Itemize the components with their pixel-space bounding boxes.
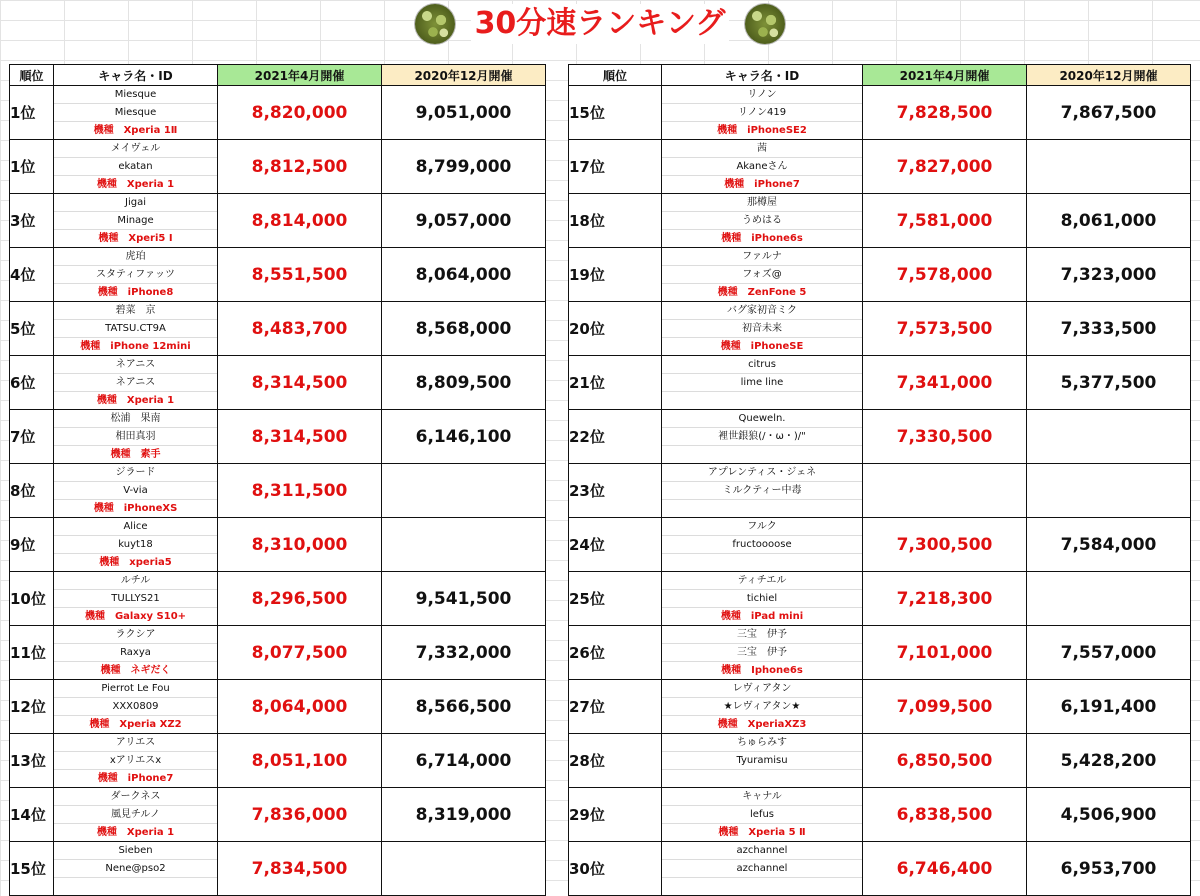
character-name: 那樽屋 [662, 194, 862, 212]
rank-cell: 12位 [10, 680, 54, 734]
device-label: 機種 ネギだく [100, 665, 171, 676]
name-cell [662, 626, 863, 680]
score-2021: 7,578,000 [863, 248, 1027, 302]
score-2020: 8,064,000 [382, 248, 546, 302]
player-id: Akaneさん [662, 158, 862, 176]
score-2020: 6,953,700 [1027, 842, 1191, 896]
score-2020: 9,051,000 [382, 86, 546, 140]
device-label: 機種 Xperia 1Ⅱ [93, 125, 178, 136]
score-2021: 8,064,000 [218, 680, 382, 734]
character-name: ルチル [54, 572, 217, 590]
name-cell [662, 410, 863, 464]
device-label: 機種 iPad mini [720, 611, 804, 622]
score-2021: 8,483,700 [218, 302, 382, 356]
character-name: アリエス [54, 734, 217, 752]
name-cell [662, 140, 863, 194]
player-id: 相田真羽 [54, 428, 217, 446]
score-2021: 8,311,500 [218, 464, 382, 518]
ranking-row [10, 788, 546, 842]
name-cell [54, 410, 218, 464]
name-cell [54, 302, 218, 356]
header-2021: 2021年4月開催 [863, 65, 1027, 86]
score-2021: 8,314,500 [218, 356, 382, 410]
player-id: うめはる [662, 212, 862, 230]
score-2020 [382, 464, 546, 518]
character-name: アプレンティス・ジェネ [662, 464, 862, 482]
name-cell [662, 464, 863, 518]
rank-cell: 6位 [10, 356, 54, 410]
player-id: スタティファッツ [54, 266, 217, 284]
score-2020: 7,332,000 [382, 626, 546, 680]
header-name: キャラ名・ID [662, 65, 863, 86]
name-cell [54, 734, 218, 788]
score-2021: 8,296,500 [218, 572, 382, 626]
page-title: 30分速ランキング [471, 4, 730, 44]
character-name: Sieben [54, 842, 217, 860]
rank-cell: 15位 [10, 842, 54, 896]
ranking-row [10, 518, 546, 572]
score-2021: 8,051,100 [218, 734, 382, 788]
character-name: 茜 [662, 140, 862, 158]
score-2020: 6,191,400 [1027, 680, 1191, 734]
score-2021: 8,310,000 [218, 518, 382, 572]
device-label [662, 554, 862, 571]
score-2020 [1027, 410, 1191, 464]
name-cell [662, 86, 863, 140]
score-2021: 7,101,000 [863, 626, 1027, 680]
rank-cell: 1位 [10, 140, 54, 194]
player-id: リノン419 [662, 104, 862, 122]
character-name: キャナル [662, 788, 862, 806]
character-name: ジラード [54, 464, 217, 482]
name-cell [54, 680, 218, 734]
player-id: フォズ@ [662, 266, 862, 284]
ranking-row [10, 410, 546, 464]
score-2020: 8,566,500 [382, 680, 546, 734]
player-id: TATSU.CT9A [54, 320, 217, 338]
ranking-row [10, 302, 546, 356]
ranking-row [569, 248, 1191, 302]
player-id: fructoooose [662, 536, 862, 554]
score-2021: 7,834,500 [218, 842, 382, 896]
rank-cell: 13位 [10, 734, 54, 788]
character-name: ネアニス [54, 356, 217, 374]
rank-cell: 19位 [569, 248, 662, 302]
score-2020: 6,146,100 [382, 410, 546, 464]
name-cell [54, 518, 218, 572]
ranking-row [569, 680, 1191, 734]
device-label: 機種 Xperia 1 [96, 179, 175, 190]
device-label [54, 878, 217, 895]
score-2020: 7,323,000 [1027, 248, 1191, 302]
name-cell [54, 842, 218, 896]
player-id: TULLYS21 [54, 590, 217, 608]
score-2021: 7,836,000 [218, 788, 382, 842]
rank-cell: 4位 [10, 248, 54, 302]
rank-cell: 21位 [569, 356, 662, 410]
device-label [662, 446, 862, 463]
name-cell [54, 464, 218, 518]
device-label: 機種 XperiaXZ3 [717, 719, 807, 730]
score-2021: 8,820,000 [218, 86, 382, 140]
name-cell [54, 356, 218, 410]
ranking-row [569, 464, 1191, 518]
rank-cell: 10位 [10, 572, 54, 626]
device-label: 機種 素手 [110, 449, 161, 460]
device-label: 機種 iPhone7 [724, 179, 800, 190]
score-2021: 7,573,500 [863, 302, 1027, 356]
rank-cell: 14位 [10, 788, 54, 842]
player-id: Raxya [54, 644, 217, 662]
player-id: Miesque [54, 104, 217, 122]
ranking-row [10, 572, 546, 626]
device-label [662, 392, 862, 409]
score-2020: 7,584,000 [1027, 518, 1191, 572]
device-label: 機種 Xperia 1 [96, 395, 175, 406]
leaf-ball-icon [415, 4, 455, 44]
score-2020: 5,428,200 [1027, 734, 1191, 788]
ranking-table-left [9, 64, 546, 896]
character-name: ちゅらみす [662, 734, 862, 752]
ranking-row [10, 464, 546, 518]
ranking-row [569, 518, 1191, 572]
score-2020: 5,377,500 [1027, 356, 1191, 410]
character-name: Alice [54, 518, 217, 536]
header-2020: 2020年12月開催 [382, 65, 546, 86]
score-2020 [382, 842, 546, 896]
score-2020: 7,333,500 [1027, 302, 1191, 356]
rank-cell: 28位 [569, 734, 662, 788]
ranking-row [10, 140, 546, 194]
ranking-table-right [568, 64, 1191, 896]
ranking-row [569, 140, 1191, 194]
ranking-row [569, 302, 1191, 356]
rank-cell: 30位 [569, 842, 662, 896]
score-2021: 6,850,500 [863, 734, 1027, 788]
character-name: 松浦 果南 [54, 410, 217, 428]
device-label: 機種 iPhone 12mini [80, 341, 191, 352]
score-2021: 8,077,500 [218, 626, 382, 680]
score-2020 [1027, 140, 1191, 194]
player-id: kuyt18 [54, 536, 217, 554]
ranking-row [569, 86, 1191, 140]
character-name: Jigai [54, 194, 217, 212]
rank-cell: 7位 [10, 410, 54, 464]
name-cell [662, 356, 863, 410]
character-name: 虎珀 [54, 248, 217, 266]
score-2021: 8,551,500 [218, 248, 382, 302]
name-cell [662, 518, 863, 572]
character-name: ティチエル [662, 572, 862, 590]
character-name: ラクシア [54, 626, 217, 644]
player-id: 風見チルノ [54, 806, 217, 824]
ranking-row [569, 410, 1191, 464]
player-id: azchannel [662, 860, 862, 878]
character-name: バグ家初音ミク [662, 302, 862, 320]
page-title-bar [0, 2, 1200, 46]
score-2020: 8,061,000 [1027, 194, 1191, 248]
rank-cell: 25位 [569, 572, 662, 626]
rank-cell: 23位 [569, 464, 662, 518]
device-label: 機種 Xperia XZ2 [89, 719, 182, 730]
ranking-row [569, 572, 1191, 626]
rank-cell: 8位 [10, 464, 54, 518]
score-2020: 8,809,500 [382, 356, 546, 410]
player-id: ★レヴィアタン★ [662, 698, 862, 716]
rank-cell: 11位 [10, 626, 54, 680]
player-id: 三宝 伊予 [662, 644, 862, 662]
device-label: 機種 ZenFone 5 [717, 287, 807, 298]
ranking-row [10, 356, 546, 410]
score-2020 [382, 518, 546, 572]
ranking-row [10, 194, 546, 248]
ranking-row [569, 734, 1191, 788]
ranking-row [10, 680, 546, 734]
score-2021: 7,581,000 [863, 194, 1027, 248]
header-2021: 2021年4月開催 [218, 65, 382, 86]
character-name: リノン [662, 86, 862, 104]
name-cell [662, 302, 863, 356]
device-label: 機種 iPhoneXS [93, 503, 178, 514]
device-label: 機種 xperia5 [99, 557, 172, 568]
rank-cell: 1位 [10, 86, 54, 140]
device-label: 機種 iPhoneSE [720, 341, 804, 352]
rank-cell: 18位 [569, 194, 662, 248]
header-rank: 順位 [10, 65, 54, 86]
score-2020: 7,867,500 [1027, 86, 1191, 140]
device-label: 機種 iPhoneSE2 [717, 125, 807, 136]
player-id: 裡世銀狼(/・ω・)/" [662, 428, 862, 446]
rank-cell: 9位 [10, 518, 54, 572]
score-2021: 8,814,000 [218, 194, 382, 248]
character-name: レヴィアタン [662, 680, 862, 698]
header-name: キャラ名・ID [54, 65, 218, 86]
player-id: V-via [54, 482, 217, 500]
header-rank: 順位 [569, 65, 662, 86]
player-id: ミルクティー中毒 [662, 482, 862, 500]
player-id: lefus [662, 806, 862, 824]
score-2020: 8,799,000 [382, 140, 546, 194]
name-cell [54, 194, 218, 248]
player-id: Nene@pso2 [54, 860, 217, 878]
ranking-row [10, 734, 546, 788]
rank-cell: 24位 [569, 518, 662, 572]
ranking-row [10, 248, 546, 302]
score-2021: 7,827,000 [863, 140, 1027, 194]
score-2020: 7,557,000 [1027, 626, 1191, 680]
ranking-row [569, 788, 1191, 842]
name-cell [54, 572, 218, 626]
score-2021: 7,330,500 [863, 410, 1027, 464]
character-name: フルク [662, 518, 862, 536]
name-cell [54, 140, 218, 194]
name-cell [662, 734, 863, 788]
device-label: 機種 iPhone7 [97, 773, 174, 784]
device-label: 機種 iPhone8 [97, 287, 174, 298]
score-2021: 8,812,500 [218, 140, 382, 194]
name-cell [54, 626, 218, 680]
score-2021: 8,314,500 [218, 410, 382, 464]
device-label: 機種 Xperia 5 Ⅱ [718, 827, 806, 838]
player-id: xアリエスx [54, 752, 217, 770]
character-name: azchannel [662, 842, 862, 860]
rank-cell: 20位 [569, 302, 662, 356]
character-name: メイヴェル [54, 140, 217, 158]
score-2020 [1027, 572, 1191, 626]
name-cell [54, 788, 218, 842]
name-cell [662, 680, 863, 734]
ranking-row [10, 842, 546, 896]
name-cell [662, 248, 863, 302]
ranking-row [569, 194, 1191, 248]
rank-cell: 5位 [10, 302, 54, 356]
leaf-ball-icon [745, 4, 785, 44]
rank-cell: 26位 [569, 626, 662, 680]
ranking-row [569, 842, 1191, 896]
player-id: XXX0809 [54, 698, 217, 716]
character-name: Pierrot Le Fou [54, 680, 217, 698]
device-label [662, 878, 862, 895]
device-label: 機種 Galaxy S10+ [84, 611, 187, 622]
score-2020: 9,541,500 [382, 572, 546, 626]
rank-cell: 17位 [569, 140, 662, 194]
name-cell [54, 86, 218, 140]
score-2021: 7,099,500 [863, 680, 1027, 734]
score-2021: 7,218,300 [863, 572, 1027, 626]
ranking-row [569, 356, 1191, 410]
score-2021: 6,838,500 [863, 788, 1027, 842]
score-2021: 6,746,400 [863, 842, 1027, 896]
character-name: ダークネス [54, 788, 217, 806]
player-id: Tyuramisu [662, 752, 862, 770]
character-name: 三宝 伊予 [662, 626, 862, 644]
score-2021: 7,300,500 [863, 518, 1027, 572]
score-2021 [863, 464, 1027, 518]
name-cell [662, 842, 863, 896]
score-2020: 4,506,900 [1027, 788, 1191, 842]
header-2020: 2020年12月開催 [1027, 65, 1191, 86]
player-id: tichiel [662, 590, 862, 608]
character-name: Miesque [54, 86, 217, 104]
character-name: Queweln. [662, 410, 862, 428]
rank-cell: 27位 [569, 680, 662, 734]
player-id: ekatan [54, 158, 217, 176]
ranking-row [10, 626, 546, 680]
score-2020: 8,319,000 [382, 788, 546, 842]
player-id: ネアニス [54, 374, 217, 392]
score-2021: 7,828,500 [863, 86, 1027, 140]
ranking-row [10, 86, 546, 140]
rank-cell: 29位 [569, 788, 662, 842]
score-2020 [1027, 464, 1191, 518]
score-2020: 9,057,000 [382, 194, 546, 248]
rank-cell: 15位 [569, 86, 662, 140]
device-label [662, 500, 862, 517]
device-label: 機種 Iphone6s [721, 665, 803, 676]
device-label: 機種 Xperia 1 [96, 827, 175, 838]
device-label: 機種 iPhone6s [721, 233, 803, 244]
score-2020: 8,568,000 [382, 302, 546, 356]
character-name: 碧菜 京 [54, 302, 217, 320]
name-cell [662, 788, 863, 842]
ranking-row [569, 626, 1191, 680]
score-2021: 7,341,000 [863, 356, 1027, 410]
device-label [662, 770, 862, 787]
player-id: 初音未来 [662, 320, 862, 338]
character-name: citrus [662, 356, 862, 374]
player-id: lime line [662, 374, 862, 392]
score-2020: 6,714,000 [382, 734, 546, 788]
character-name: ファルナ [662, 248, 862, 266]
rank-cell: 3位 [10, 194, 54, 248]
name-cell [54, 248, 218, 302]
rank-cell: 22位 [569, 410, 662, 464]
device-label: 機種 Xperi5 Ⅰ [98, 233, 173, 244]
name-cell [662, 194, 863, 248]
player-id: Minage [54, 212, 217, 230]
name-cell [662, 572, 863, 626]
